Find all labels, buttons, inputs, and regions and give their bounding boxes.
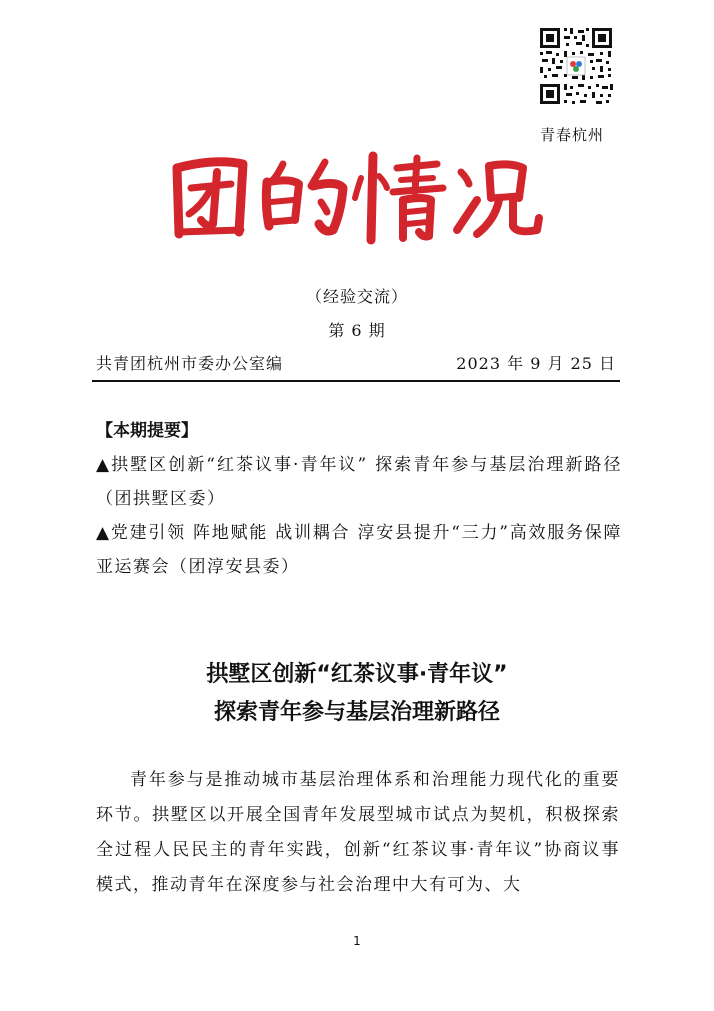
article-title-line: 探索青年参与基层治理新路径 (213, 700, 500, 725)
publish-date: 2023 年 9 月 25 日 (456, 354, 616, 373)
highlight-item: ▲党建引领 阵地赋能 战训耦合 淳安县提升“三力”高效服务保障亚运赛会（团淳安县委） (96, 523, 622, 577)
highlights-list (96, 448, 622, 584)
highlight-item: ▲拱墅区创新“红茶议事·青年议” 探索青年参与基层治理新路径（团拱墅区委） (96, 455, 622, 509)
editor-line: 共青团杭州市委办公室编 (96, 354, 284, 373)
page-number: 1 (353, 934, 361, 948)
document-subtitle: （经验交流） (305, 287, 408, 306)
qr-caption: 青春杭州 (540, 126, 605, 144)
article-title-line: 拱墅区创新“红茶议事·青年议” (206, 662, 508, 687)
body-paragraph: 青年参与是推动城市基层治理体系和治理能力现代化的重要环节。拱墅区以开展全国青年发展型城市试点为契机，积极探索全过程人民民主的青年实践，创新“红茶议事·青年议”协商议事模式，推动青年在深度参与社会治理中大有可为、大 (96, 770, 620, 895)
header-divider (92, 380, 620, 382)
qr-code-icon (536, 24, 616, 108)
article-title (0, 656, 714, 732)
highlights-heading: 【本期提要】 (96, 421, 198, 441)
article-body (96, 763, 620, 903)
issue-number: 第 6 期 (328, 321, 386, 340)
masthead-logo (165, 146, 545, 246)
